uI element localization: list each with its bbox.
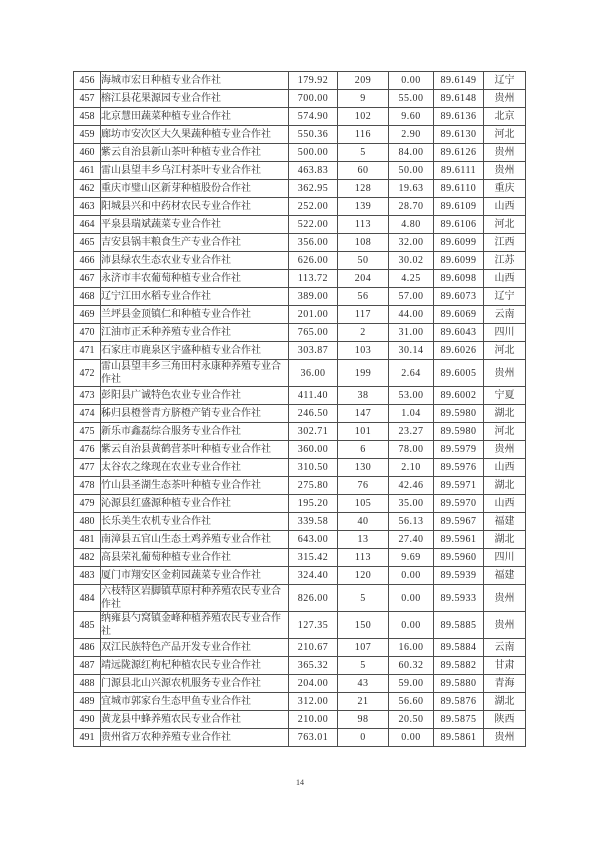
cell-num2: 40 bbox=[338, 513, 389, 531]
cell-num1: 360.00 bbox=[289, 441, 338, 459]
cell-region: 云南 bbox=[484, 306, 526, 324]
table-row bbox=[74, 675, 526, 693]
cell-num1: 826.00 bbox=[289, 585, 338, 612]
cell-score: 89.5884 bbox=[434, 639, 484, 657]
cell-score: 89.6026 bbox=[434, 342, 484, 360]
cell-region: 四川 bbox=[484, 324, 526, 342]
cell-name: 沁源县红盛源种植专业合作社 bbox=[101, 495, 289, 513]
cell-region: 辽宁 bbox=[484, 72, 526, 90]
cell-region: 湖北 bbox=[484, 693, 526, 711]
cell-no: 460 bbox=[74, 144, 101, 162]
cell-no: 489 bbox=[74, 693, 101, 711]
cell-num1: 389.00 bbox=[289, 288, 338, 306]
cell-region: 贵州 bbox=[484, 612, 526, 639]
table-row bbox=[74, 711, 526, 729]
cell-score: 89.5875 bbox=[434, 711, 484, 729]
cell-score: 89.6069 bbox=[434, 306, 484, 324]
cell-num3: 20.50 bbox=[389, 711, 434, 729]
cell-num2: 102 bbox=[338, 108, 389, 126]
cell-num1: 303.87 bbox=[289, 342, 338, 360]
table-row bbox=[74, 657, 526, 675]
cell-num3: 30.14 bbox=[389, 342, 434, 360]
cell-name: 靖远陇源红枸杞种植农民专业合作社 bbox=[101, 657, 289, 675]
cell-num2: 5 bbox=[338, 657, 389, 675]
cell-no: 483 bbox=[74, 567, 101, 585]
table-row bbox=[74, 513, 526, 531]
table-row bbox=[74, 234, 526, 252]
cell-num3: 2.90 bbox=[389, 126, 434, 144]
table-row bbox=[74, 288, 526, 306]
cell-score: 89.5939 bbox=[434, 567, 484, 585]
cell-num1: 365.32 bbox=[289, 657, 338, 675]
cell-no: 482 bbox=[74, 549, 101, 567]
cell-num3: 0.00 bbox=[389, 729, 434, 747]
cell-no: 461 bbox=[74, 162, 101, 180]
cell-num1: 204.00 bbox=[289, 675, 338, 693]
cell-num1: 210.67 bbox=[289, 639, 338, 657]
cell-no: 485 bbox=[74, 612, 101, 639]
cell-num3: 32.00 bbox=[389, 234, 434, 252]
cell-name: 永济市丰农葡萄种植专业合作社 bbox=[101, 270, 289, 288]
cell-score: 89.5961 bbox=[434, 531, 484, 549]
cell-num2: 13 bbox=[338, 531, 389, 549]
cell-num3: 4.25 bbox=[389, 270, 434, 288]
cell-num2: 0 bbox=[338, 729, 389, 747]
cell-num1: 643.00 bbox=[289, 531, 338, 549]
table-row bbox=[74, 441, 526, 459]
cell-no: 484 bbox=[74, 585, 101, 612]
cell-no: 486 bbox=[74, 639, 101, 657]
cell-no: 475 bbox=[74, 423, 101, 441]
cell-name: 雷山县望丰乡三角田村永康种养殖专业合作社 bbox=[101, 360, 289, 387]
cell-region: 贵州 bbox=[484, 90, 526, 108]
cell-num1: 626.00 bbox=[289, 252, 338, 270]
cell-region: 湖北 bbox=[484, 477, 526, 495]
cell-num1: 463.83 bbox=[289, 162, 338, 180]
cell-no: 491 bbox=[74, 729, 101, 747]
table-row bbox=[74, 216, 526, 234]
cell-num2: 199 bbox=[338, 360, 389, 387]
cell-no: 465 bbox=[74, 234, 101, 252]
cell-score: 89.6110 bbox=[434, 180, 484, 198]
cell-score: 89.5970 bbox=[434, 495, 484, 513]
cell-score: 89.5979 bbox=[434, 441, 484, 459]
cell-no: 487 bbox=[74, 657, 101, 675]
table-row bbox=[74, 693, 526, 711]
cell-num1: 113.72 bbox=[289, 270, 338, 288]
cell-no: 477 bbox=[74, 459, 101, 477]
cell-name: 长乐美生农机专业合作社 bbox=[101, 513, 289, 531]
page-number: 14 bbox=[296, 778, 304, 787]
cell-num1: 302.71 bbox=[289, 423, 338, 441]
cell-no: 458 bbox=[74, 108, 101, 126]
cell-name: 雷山县望丰乡乌江村茶叶专业合作社 bbox=[101, 162, 289, 180]
cell-num3: 35.00 bbox=[389, 495, 434, 513]
cell-num3: 9.69 bbox=[389, 549, 434, 567]
cell-name: 紫云自治县黄鹤营茶叶种植专业合作社 bbox=[101, 441, 289, 459]
cell-region: 福建 bbox=[484, 513, 526, 531]
table-row bbox=[74, 459, 526, 477]
cell-name: 北京慧田蔬菜种植专业合作社 bbox=[101, 108, 289, 126]
cell-num3: 59.00 bbox=[389, 675, 434, 693]
cell-score: 89.6073 bbox=[434, 288, 484, 306]
cell-num1: 312.00 bbox=[289, 693, 338, 711]
cell-num1: 315.42 bbox=[289, 549, 338, 567]
cell-name: 太谷农之缘现在农业专业合作社 bbox=[101, 459, 289, 477]
cell-num1: 127.35 bbox=[289, 612, 338, 639]
cell-num2: 113 bbox=[338, 549, 389, 567]
table-row bbox=[74, 198, 526, 216]
cell-score: 89.6111 bbox=[434, 162, 484, 180]
cell-region: 贵州 bbox=[484, 729, 526, 747]
cell-score: 89.6099 bbox=[434, 234, 484, 252]
cell-no: 476 bbox=[74, 441, 101, 459]
cell-num2: 2 bbox=[338, 324, 389, 342]
cell-name: 双江民族特色产品开发专业合作社 bbox=[101, 639, 289, 657]
cell-score: 89.5882 bbox=[434, 657, 484, 675]
cell-no: 466 bbox=[74, 252, 101, 270]
table-row bbox=[74, 585, 526, 612]
cell-name: 兰坪县金顶镇仁和种植专业合作社 bbox=[101, 306, 289, 324]
cell-score: 89.6136 bbox=[434, 108, 484, 126]
cell-score: 89.6005 bbox=[434, 360, 484, 387]
cell-score: 89.6106 bbox=[434, 216, 484, 234]
cell-no: 480 bbox=[74, 513, 101, 531]
cell-no: 468 bbox=[74, 288, 101, 306]
cell-no: 490 bbox=[74, 711, 101, 729]
cell-num1: 210.00 bbox=[289, 711, 338, 729]
cell-num1: 275.80 bbox=[289, 477, 338, 495]
table-row bbox=[74, 162, 526, 180]
cell-score: 89.5980 bbox=[434, 405, 484, 423]
cell-score: 89.5933 bbox=[434, 585, 484, 612]
cell-num3: 0.00 bbox=[389, 585, 434, 612]
cell-region: 宁夏 bbox=[484, 387, 526, 405]
cell-name: 重庆市璧山区新芽种植股份合作社 bbox=[101, 180, 289, 198]
cell-num2: 50 bbox=[338, 252, 389, 270]
cell-name: 江油市正禾种养殖专业合作社 bbox=[101, 324, 289, 342]
cell-num1: 522.00 bbox=[289, 216, 338, 234]
cell-no: 472 bbox=[74, 360, 101, 387]
table-row bbox=[74, 306, 526, 324]
cell-no: 457 bbox=[74, 90, 101, 108]
cell-name: 石家庄市鹿泉区宇盛种植专业合作社 bbox=[101, 342, 289, 360]
cell-name: 新乐市鑫磊综合服务专业合作社 bbox=[101, 423, 289, 441]
cell-num1: 356.00 bbox=[289, 234, 338, 252]
cell-score: 89.6109 bbox=[434, 198, 484, 216]
cell-num3: 0.00 bbox=[389, 567, 434, 585]
table-row bbox=[74, 126, 526, 144]
cell-name: 阳城县兴和中药材农民专业合作社 bbox=[101, 198, 289, 216]
cell-name: 紫云自治县新山茶叶种植专业合作社 bbox=[101, 144, 289, 162]
cell-num3: 56.60 bbox=[389, 693, 434, 711]
cell-region: 山西 bbox=[484, 495, 526, 513]
table-row bbox=[74, 423, 526, 441]
cell-num1: 246.50 bbox=[289, 405, 338, 423]
cell-name: 厦门市翔安区金莉园蔬菜专业合作社 bbox=[101, 567, 289, 585]
table-row bbox=[74, 324, 526, 342]
cell-region: 贵州 bbox=[484, 585, 526, 612]
cell-region: 贵州 bbox=[484, 162, 526, 180]
table-row bbox=[74, 144, 526, 162]
cell-region: 青海 bbox=[484, 675, 526, 693]
cell-num2: 76 bbox=[338, 477, 389, 495]
cell-score: 89.5980 bbox=[434, 423, 484, 441]
cell-num1: 339.58 bbox=[289, 513, 338, 531]
cell-num2: 108 bbox=[338, 234, 389, 252]
cell-no: 470 bbox=[74, 324, 101, 342]
table-row bbox=[74, 405, 526, 423]
cell-num3: 28.70 bbox=[389, 198, 434, 216]
cell-num2: 116 bbox=[338, 126, 389, 144]
cell-region: 甘肃 bbox=[484, 657, 526, 675]
table-row bbox=[74, 360, 526, 387]
cell-num2: 56 bbox=[338, 288, 389, 306]
table-body bbox=[74, 72, 526, 747]
table-row bbox=[74, 567, 526, 585]
cell-region: 江西 bbox=[484, 234, 526, 252]
table-row bbox=[74, 549, 526, 567]
cell-num3: 31.00 bbox=[389, 324, 434, 342]
cell-region: 贵州 bbox=[484, 441, 526, 459]
cell-region: 江苏 bbox=[484, 252, 526, 270]
cell-num1: 700.00 bbox=[289, 90, 338, 108]
cell-name: 南漳县五官山生态土鸡养殖专业合作社 bbox=[101, 531, 289, 549]
cell-score: 89.5876 bbox=[434, 693, 484, 711]
cell-num2: 60 bbox=[338, 162, 389, 180]
cell-num3: 55.00 bbox=[389, 90, 434, 108]
cell-no: 467 bbox=[74, 270, 101, 288]
table-row bbox=[74, 612, 526, 639]
cell-num3: 57.00 bbox=[389, 288, 434, 306]
cell-region: 山西 bbox=[484, 270, 526, 288]
cell-score: 89.6149 bbox=[434, 72, 484, 90]
cell-num3: 42.46 bbox=[389, 477, 434, 495]
cell-num1: 201.00 bbox=[289, 306, 338, 324]
cell-region: 陕西 bbox=[484, 711, 526, 729]
cell-score: 89.5880 bbox=[434, 675, 484, 693]
cell-num1: 36.00 bbox=[289, 360, 338, 387]
table-row bbox=[74, 729, 526, 747]
cell-num1: 500.00 bbox=[289, 144, 338, 162]
cell-num1: 179.92 bbox=[289, 72, 338, 90]
table-row bbox=[74, 108, 526, 126]
cell-no: 462 bbox=[74, 180, 101, 198]
cell-region: 山西 bbox=[484, 198, 526, 216]
cell-score: 89.6043 bbox=[434, 324, 484, 342]
table-row bbox=[74, 387, 526, 405]
cell-num2: 209 bbox=[338, 72, 389, 90]
cell-score: 89.5960 bbox=[434, 549, 484, 567]
cell-name: 宜城市郭家台生态甲鱼专业合作社 bbox=[101, 693, 289, 711]
table-row bbox=[74, 477, 526, 495]
cell-no: 469 bbox=[74, 306, 101, 324]
cell-name: 六枝特区岩脚镇草原村种养殖农民专业合作社 bbox=[101, 585, 289, 612]
cell-num3: 9.60 bbox=[389, 108, 434, 126]
table-row bbox=[74, 72, 526, 90]
cell-num2: 204 bbox=[338, 270, 389, 288]
table-row bbox=[74, 639, 526, 657]
cell-score: 89.5861 bbox=[434, 729, 484, 747]
cell-score: 89.6098 bbox=[434, 270, 484, 288]
table-row bbox=[74, 495, 526, 513]
cell-region: 北京 bbox=[484, 108, 526, 126]
cell-num3: 60.32 bbox=[389, 657, 434, 675]
cell-name: 吉安县锅丰粮食生产专业合作社 bbox=[101, 234, 289, 252]
cell-region: 山西 bbox=[484, 459, 526, 477]
cell-score: 89.5885 bbox=[434, 612, 484, 639]
cell-num1: 362.95 bbox=[289, 180, 338, 198]
table-row bbox=[74, 180, 526, 198]
cell-score: 89.6130 bbox=[434, 126, 484, 144]
cell-region: 贵州 bbox=[484, 360, 526, 387]
cell-num3: 1.04 bbox=[389, 405, 434, 423]
cell-name: 贵州省万农种养殖专业合作社 bbox=[101, 729, 289, 747]
cell-num2: 103 bbox=[338, 342, 389, 360]
cell-region: 四川 bbox=[484, 549, 526, 567]
cell-num1: 252.00 bbox=[289, 198, 338, 216]
cell-no: 471 bbox=[74, 342, 101, 360]
cell-num3: 30.02 bbox=[389, 252, 434, 270]
cell-num2: 113 bbox=[338, 216, 389, 234]
cell-region: 贵州 bbox=[484, 144, 526, 162]
cell-name: 海城市宏日种植专业合作社 bbox=[101, 72, 289, 90]
cell-name: 黄龙县中蜂养殖农民专业合作社 bbox=[101, 711, 289, 729]
cell-score: 89.6126 bbox=[434, 144, 484, 162]
cell-num3: 2.10 bbox=[389, 459, 434, 477]
cell-num2: 38 bbox=[338, 387, 389, 405]
cell-region: 河北 bbox=[484, 216, 526, 234]
cell-score: 89.6148 bbox=[434, 90, 484, 108]
cell-num2: 98 bbox=[338, 711, 389, 729]
cell-num2: 6 bbox=[338, 441, 389, 459]
cell-name: 门源县北山兴源农机服务专业合作社 bbox=[101, 675, 289, 693]
cell-num2: 5 bbox=[338, 585, 389, 612]
cell-num3: 19.63 bbox=[389, 180, 434, 198]
cell-name: 高县荣礼葡萄种植专业合作社 bbox=[101, 549, 289, 567]
cell-no: 481 bbox=[74, 531, 101, 549]
cell-num2: 101 bbox=[338, 423, 389, 441]
cell-num2: 5 bbox=[338, 144, 389, 162]
cell-name: 秭归县橙誉青方脐橙产销专业合作社 bbox=[101, 405, 289, 423]
cell-num2: 21 bbox=[338, 693, 389, 711]
cell-name: 榕江县花果源园专业合作社 bbox=[101, 90, 289, 108]
cell-no: 459 bbox=[74, 126, 101, 144]
cell-no: 473 bbox=[74, 387, 101, 405]
cell-num3: 84.00 bbox=[389, 144, 434, 162]
cell-num3: 50.00 bbox=[389, 162, 434, 180]
cell-num2: 117 bbox=[338, 306, 389, 324]
cell-num3: 4.80 bbox=[389, 216, 434, 234]
cell-num2: 9 bbox=[338, 90, 389, 108]
cell-num3: 56.13 bbox=[389, 513, 434, 531]
cell-score: 89.5967 bbox=[434, 513, 484, 531]
cell-no: 464 bbox=[74, 216, 101, 234]
cell-num2: 130 bbox=[338, 459, 389, 477]
cell-score: 89.6099 bbox=[434, 252, 484, 270]
cell-no: 479 bbox=[74, 495, 101, 513]
cell-num2: 147 bbox=[338, 405, 389, 423]
cell-name: 辽宁江田水稻专业合作社 bbox=[101, 288, 289, 306]
cell-name: 廊坊市安次区大久果蔬种植专业合作社 bbox=[101, 126, 289, 144]
cell-region: 云南 bbox=[484, 639, 526, 657]
table-row bbox=[74, 270, 526, 288]
cell-num1: 310.50 bbox=[289, 459, 338, 477]
cell-num3: 0.00 bbox=[389, 72, 434, 90]
table-row bbox=[74, 342, 526, 360]
cell-name: 彭阳县广诚特色农业专业合作社 bbox=[101, 387, 289, 405]
cell-num3: 0.00 bbox=[389, 612, 434, 639]
cell-no: 488 bbox=[74, 675, 101, 693]
table-row bbox=[74, 252, 526, 270]
cell-num2: 128 bbox=[338, 180, 389, 198]
cell-name: 平泉县瑞斌蔬菜专业合作社 bbox=[101, 216, 289, 234]
cell-no: 478 bbox=[74, 477, 101, 495]
cell-region: 辽宁 bbox=[484, 288, 526, 306]
cell-num2: 139 bbox=[338, 198, 389, 216]
cell-num1: 411.40 bbox=[289, 387, 338, 405]
cell-region: 河北 bbox=[484, 342, 526, 360]
table-row bbox=[74, 531, 526, 549]
cell-name: 沛县绿农生态农业专业合作社 bbox=[101, 252, 289, 270]
cell-num3: 44.00 bbox=[389, 306, 434, 324]
cell-score: 89.6002 bbox=[434, 387, 484, 405]
cell-no: 463 bbox=[74, 198, 101, 216]
table-row bbox=[74, 90, 526, 108]
cell-score: 89.5971 bbox=[434, 477, 484, 495]
cell-region: 河北 bbox=[484, 126, 526, 144]
cell-no: 474 bbox=[74, 405, 101, 423]
cell-num1: 765.00 bbox=[289, 324, 338, 342]
cell-num2: 43 bbox=[338, 675, 389, 693]
cell-name: 竹山县圣湖生态茶叶种植专业合作社 bbox=[101, 477, 289, 495]
cell-score: 89.5976 bbox=[434, 459, 484, 477]
cell-num1: 550.36 bbox=[289, 126, 338, 144]
cell-num1: 324.40 bbox=[289, 567, 338, 585]
cell-num3: 78.00 bbox=[389, 441, 434, 459]
cell-region: 湖北 bbox=[484, 531, 526, 549]
cell-region: 福建 bbox=[484, 567, 526, 585]
cooperatives-table bbox=[73, 71, 526, 747]
cell-no: 456 bbox=[74, 72, 101, 90]
cell-num3: 23.27 bbox=[389, 423, 434, 441]
cell-region: 湖北 bbox=[484, 405, 526, 423]
cell-num3: 53.00 bbox=[389, 387, 434, 405]
cell-num3: 16.00 bbox=[389, 639, 434, 657]
cell-num1: 574.90 bbox=[289, 108, 338, 126]
cell-name: 纳雍县勺窝镇金峰种植养殖农民专业合作社 bbox=[101, 612, 289, 639]
cell-num1: 195.20 bbox=[289, 495, 338, 513]
cell-num3: 27.40 bbox=[389, 531, 434, 549]
cell-num2: 107 bbox=[338, 639, 389, 657]
cell-num1: 763.01 bbox=[289, 729, 338, 747]
cell-num3: 2.64 bbox=[389, 360, 434, 387]
cell-num2: 150 bbox=[338, 612, 389, 639]
cell-num2: 120 bbox=[338, 567, 389, 585]
cell-num2: 105 bbox=[338, 495, 389, 513]
cell-region: 河北 bbox=[484, 423, 526, 441]
cell-region: 重庆 bbox=[484, 180, 526, 198]
